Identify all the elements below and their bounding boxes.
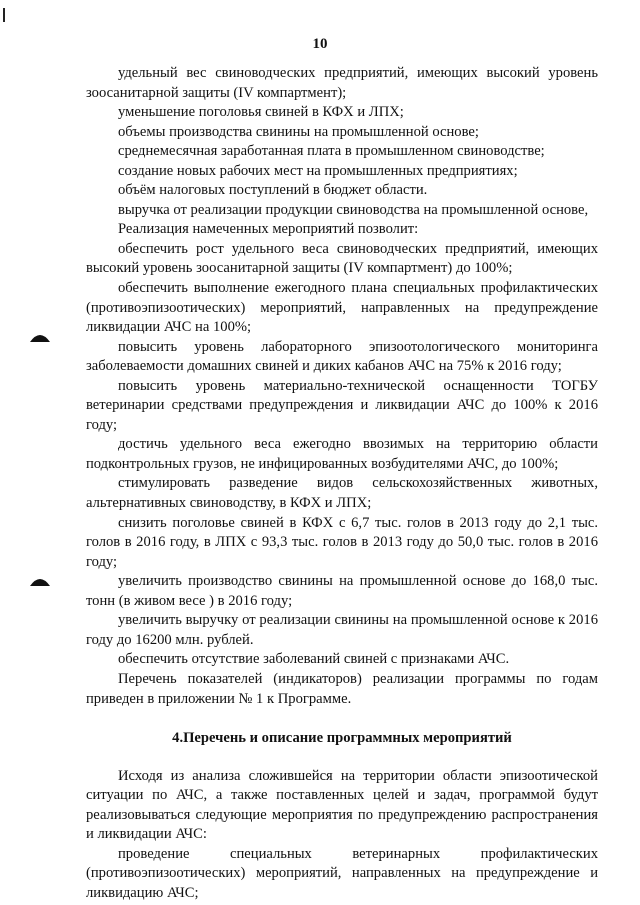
- page-number: 10: [312, 36, 328, 52]
- paragraph: проведение специальных ветеринарных профилактических (противоэпизоотических) мероприятий, направленных на предупреждение и ликвидацию АЧС;: [86, 845, 598, 901]
- paragraph: Перечень показателей (индикаторов) реализации программы по годам приведен в приложении № 1 к Программе.: [86, 670, 598, 707]
- paragraph: повысить уровень лабораторного эпизоотологического мониторинга заболеваемости домашних свиней и диких кабанов АЧС на 75% к 2016 году;: [86, 338, 598, 375]
- paragraph: обеспечить рост удельного веса свиноводческих предприятий, имеющих высокий уровень зоосанитарной защиты (IV компартмент) до 100%;: [86, 240, 598, 277]
- document-body: [86, 64, 598, 903]
- paragraph: достичь удельного веса ежегодно ввозимых на территорию области подконтрольных грузов, не инфицированных возбудителями АЧС, до 100%;: [86, 436, 598, 472]
- binder-hole-mark: [30, 332, 50, 342]
- section-heading: 4.Перечень и описание программных мероприятий: [172, 730, 512, 747]
- margin-scan-mark: [3, 8, 5, 22]
- paragraph: Реализация намеченных мероприятий позволит:: [118, 221, 419, 238]
- paragraph: обеспечить отсутствие заболеваний свиней с признаками АЧС.: [118, 651, 510, 668]
- paragraph: уменьшение поголовья свиней в КФХ и ЛПХ;: [118, 104, 404, 121]
- paragraph: объём налоговых поступлений в бюджет области.: [118, 182, 428, 199]
- paragraph: стимулировать разведение видов сельскохозяйственных животных, альтернативных свиноводству, в КФХ и ЛПХ;: [86, 475, 598, 512]
- paragraph: Исходя из анализа сложившейся на территории области эпизоотической ситуации по АЧС, а также поставленных целей и задач, программой будут реализовываться следующие мероприятия по предупреждению распространения и ликвидации АЧС:: [86, 767, 598, 843]
- paragraph: среднемесячная заработанная плата в промышленном свиноводстве;: [118, 143, 545, 160]
- paragraph: объемы производства свинины на промышленной основе;: [118, 123, 479, 140]
- paragraph: обеспечить выполнение ежегодного плана специальных профилактических (противоэпизоотических) мероприятий, направленных на предупреждение ликвидации АЧС на 100%;: [86, 280, 598, 336]
- paragraph: снизить поголовье свиней в КФХ с 6,7 тыс. голов в 2013 году до 2,1 тыс. голов в 2016 году, в ЛПХ с 93,3 тыс. голов в 2013 году до 50,0 тыс. голов в 2016 году;: [86, 514, 598, 570]
- paragraph: удельный вес свиноводческих предприятий, имеющих высокий уровень зоосанитарной защиты (IV компартмент);: [86, 65, 598, 101]
- paragraph: повысить уровень материально-технической оснащенности ТОГБУ ветеринарии средствами предупреждения и ликвидации АЧС до 100% к 2016 году;: [86, 377, 598, 433]
- binder-hole-mark: [30, 576, 50, 586]
- paragraph: увеличить производство свинины на промышленной основе до 168,0 тыс. тонн (в живом весе ) в 2016 году;: [86, 573, 598, 609]
- paragraph: выручка от реализации продукции свиноводства на промышленной основе,: [118, 201, 589, 218]
- paragraph: создание новых рабочих мест на промышленных предприятиях;: [118, 162, 518, 179]
- paragraph: увеличить выручку от реализации свинины на промышленной основе к 2016 году до 16200 млн. рублей.: [86, 612, 598, 648]
